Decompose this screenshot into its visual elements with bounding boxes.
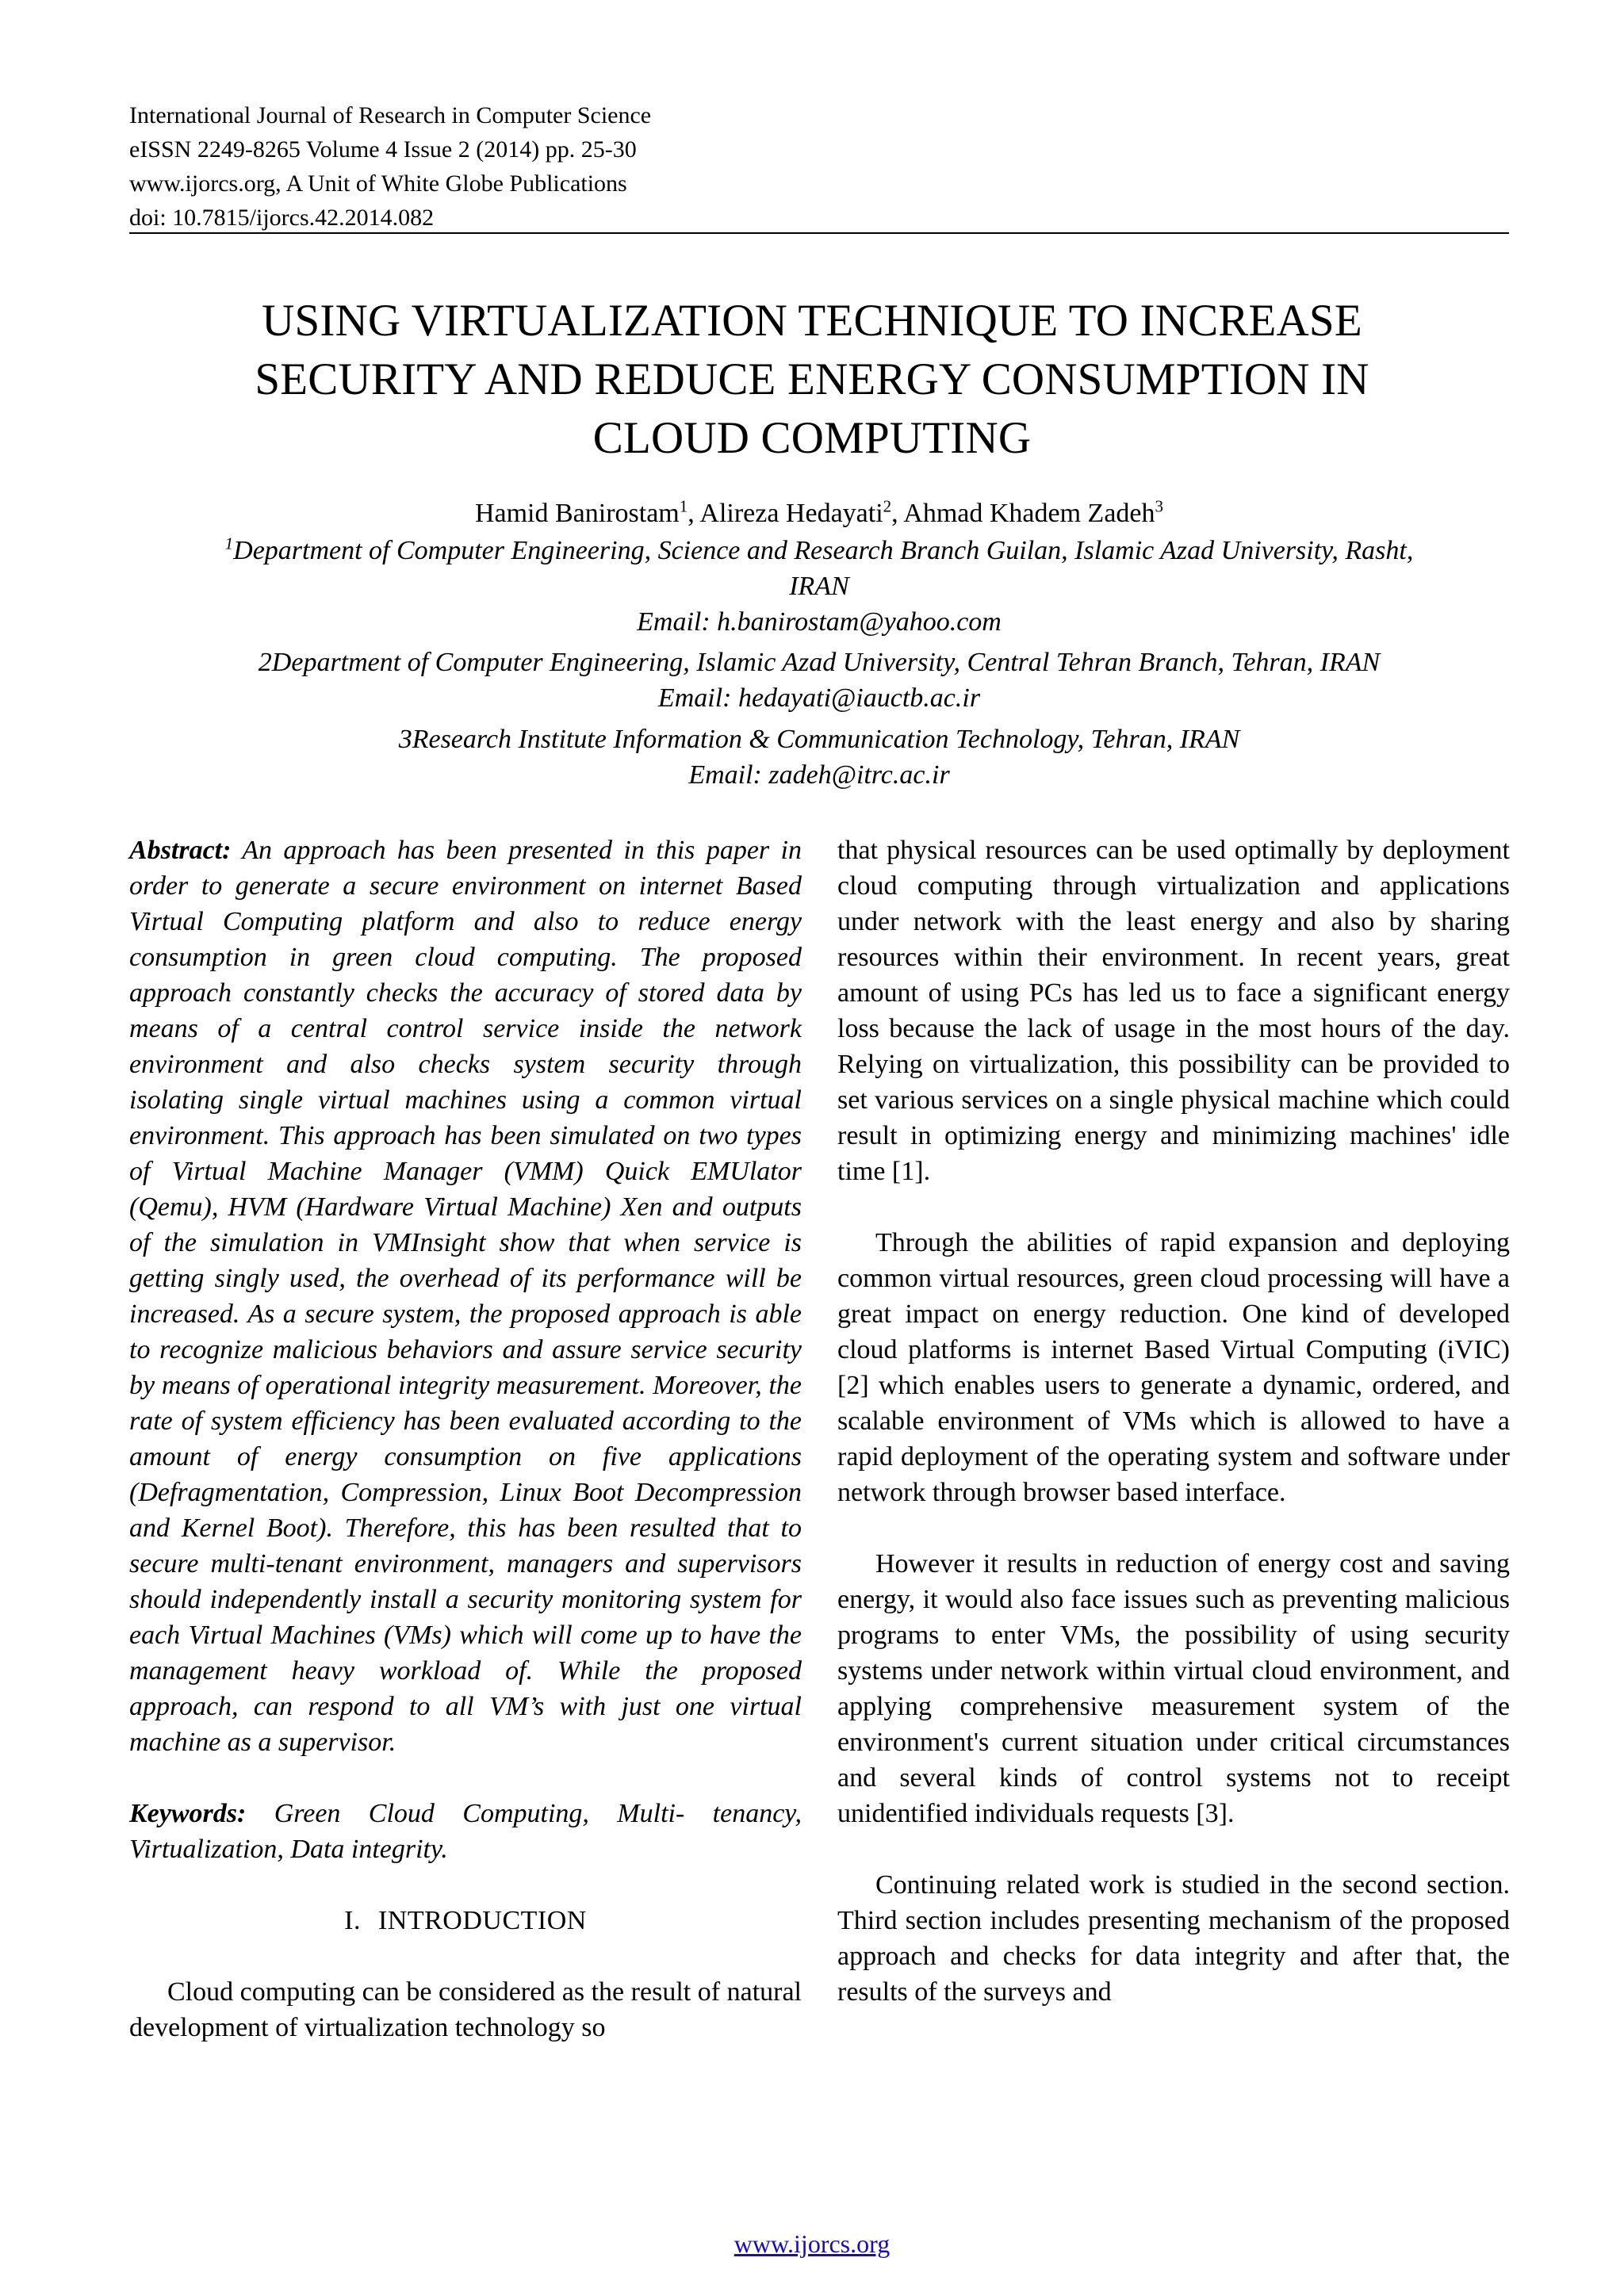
author-2-affiliation-mark: 2 xyxy=(883,496,892,516)
affiliation-1-mark: 1 xyxy=(224,534,234,553)
keywords xyxy=(129,1796,802,1867)
intro-paragraph-1: Cloud computing can be considered as the result of natural development of virtualization technology so xyxy=(129,1977,802,2042)
title-line-3: CLOUD COMPUTING xyxy=(592,413,1032,463)
journal-doi: doi: 10.7815/ijorcs.42.2014.082 xyxy=(129,205,435,231)
author-3: Ahmad Khadem Zadeh xyxy=(903,499,1155,528)
affiliation-2-email: Email: hedayati@iauctb.ac.ir xyxy=(657,683,981,713)
author-separator: , xyxy=(688,499,700,528)
journal-name: International Journal of Research in Computer Science xyxy=(129,102,652,128)
right-column xyxy=(837,832,1510,2010)
title-line-1: USING VIRTUALIZATION TECHNIQUE TO INCREASE xyxy=(262,296,1362,346)
affiliation-3 xyxy=(129,721,1509,793)
left-column xyxy=(129,832,802,2045)
intro-paragraph-1-continued: that physical resources can be used optimally by deployment cloud computing through virtualization and applications under network with the least energy and also by sharing resources within their environment. In recent years, great amount of using PCs has led us to face a significant energy loss because the lack of usage in the most hours of the day. Relying on virtualization, this possibility can be provided to set various services on a single physical machine which could result in optimizing energy and minimizing machines' idle time [1]. xyxy=(837,836,1510,1186)
intro-paragraph-2: Through the abilities of rapid expansion and deploying common virtual resources, green cloud processing will have a great impact on energy reduction. One kind of developed cloud platforms is internet Based Virtual Computing (iVIC) [2] which enables users to generate a dynamic, ordered, and scalable environment of VMs which is allowed to have a rapid deployment of the operating system and software under network through browser based interface. xyxy=(837,1228,1510,1507)
affiliation-2 xyxy=(129,645,1509,716)
affiliation-3-text: 3Research Institute Information & Communication Technology, Tehran, IRAN xyxy=(398,725,1240,754)
affiliation-1-line-1: Department of Computer Engineering, Science and Research Branch Guilan, Islamic Azad University, Rasht, xyxy=(233,536,1414,565)
journal-website: www.ijorcs.org, A Unit of White Globe Publications xyxy=(129,170,627,197)
header-divider xyxy=(129,232,1509,234)
abstract-label: Abstract: xyxy=(129,836,232,865)
affiliation-1-email: Email: h.banirostam@yahoo.com xyxy=(637,607,1002,637)
section-number: I. xyxy=(344,1906,361,1935)
paper-title xyxy=(119,292,1505,468)
affiliation-1 xyxy=(129,533,1509,640)
author-list xyxy=(129,496,1509,532)
author-separator: , xyxy=(891,499,904,528)
intro-paragraph-3: However it results in reduction of energy cost and saving energy, it would also face issues such as preventing malicious programs to enter VMs, the possibility of using security systems under network within virtual cloud environment, and applying comprehensive measurement system of the environment's current situation under critical circumstances and several kinds of control systems not to receipt unidentified individuals requests [3]. xyxy=(837,1549,1510,1828)
abstract xyxy=(129,832,802,1760)
title-line-2: SECURITY AND REDUCE ENERGY CONSUMPTION IN xyxy=(255,354,1369,404)
affiliation-3-email: Email: zadeh@itrc.ac.ir xyxy=(688,760,950,790)
author-1: Hamid Banirostam xyxy=(474,499,680,528)
keywords-text: Green Cloud Computing, Multi- tenancy, Virtualization, Data integrity. xyxy=(129,1799,802,1864)
affiliation-2-text: 2Department of Computer Engineering, Islamic Azad University, Central Tehran Branch, Tehran, IRAN xyxy=(258,648,1381,677)
section-heading-introduction xyxy=(129,1903,802,1938)
author-1-affiliation-mark: 1 xyxy=(679,496,688,516)
journal-header xyxy=(129,98,1509,235)
affiliation-1-line-2: IRAN xyxy=(789,572,849,601)
author-3-affiliation-mark: 3 xyxy=(1155,496,1164,516)
section-title: INTRODUCTION xyxy=(377,1906,587,1935)
journal-issn: eISSN 2249-8265 Volume 4 Issue 2 (2014) pp. 25-30 xyxy=(129,136,637,163)
author-2: Alireza Hedayati xyxy=(699,499,883,528)
footer-website-link[interactable]: www.ijorcs.org xyxy=(733,2229,891,2258)
abstract-text: An approach has been presented in this paper in order to generate a secure environment on internet Based Virtual Computing platform and also to reduce energy consumption in green cloud computing. The proposed approach constantly checks the accuracy of stored data by means of a central control service inside the network environment and also checks system security through isolating single virtual machines using a common virtual environment. This approach has been simulated on two types of Virtual Machine Manager (VMM) Quick EMUlator (Qemu), HVM (Hardware Virtual Machine) Xen and outputs of the simulation in VMInsight show that when service is getting singly used, the overhead of its performance will be increased. As a secure system, the proposed approach is able to recognize malicious behaviors and assure service security by means of operational integrity measurement. Moreover, the rate of system efficiency has been evaluated according to the amount of energy consumption on five applications (Defragmentation, Compression, Linux Boot Decompression and Kernel Boot). Therefore, this has been resulted that to secure multi-tenant environment, managers and supervisors should independently install a security monitoring system for each Virtual Machines (VMs) which will come up to have the management heavy workload of. While the proposed approach, can respond to all VM’s with just one virtual machine as a supervisor. xyxy=(129,836,802,1757)
keywords-label: Keywords: xyxy=(129,1799,247,1828)
intro-paragraph-4: Continuing related work is studied in the second section. Third section includes presenting mechanism of the proposed approach and checks for data integrity and after that, the results of the surveys and xyxy=(837,1870,1510,2007)
